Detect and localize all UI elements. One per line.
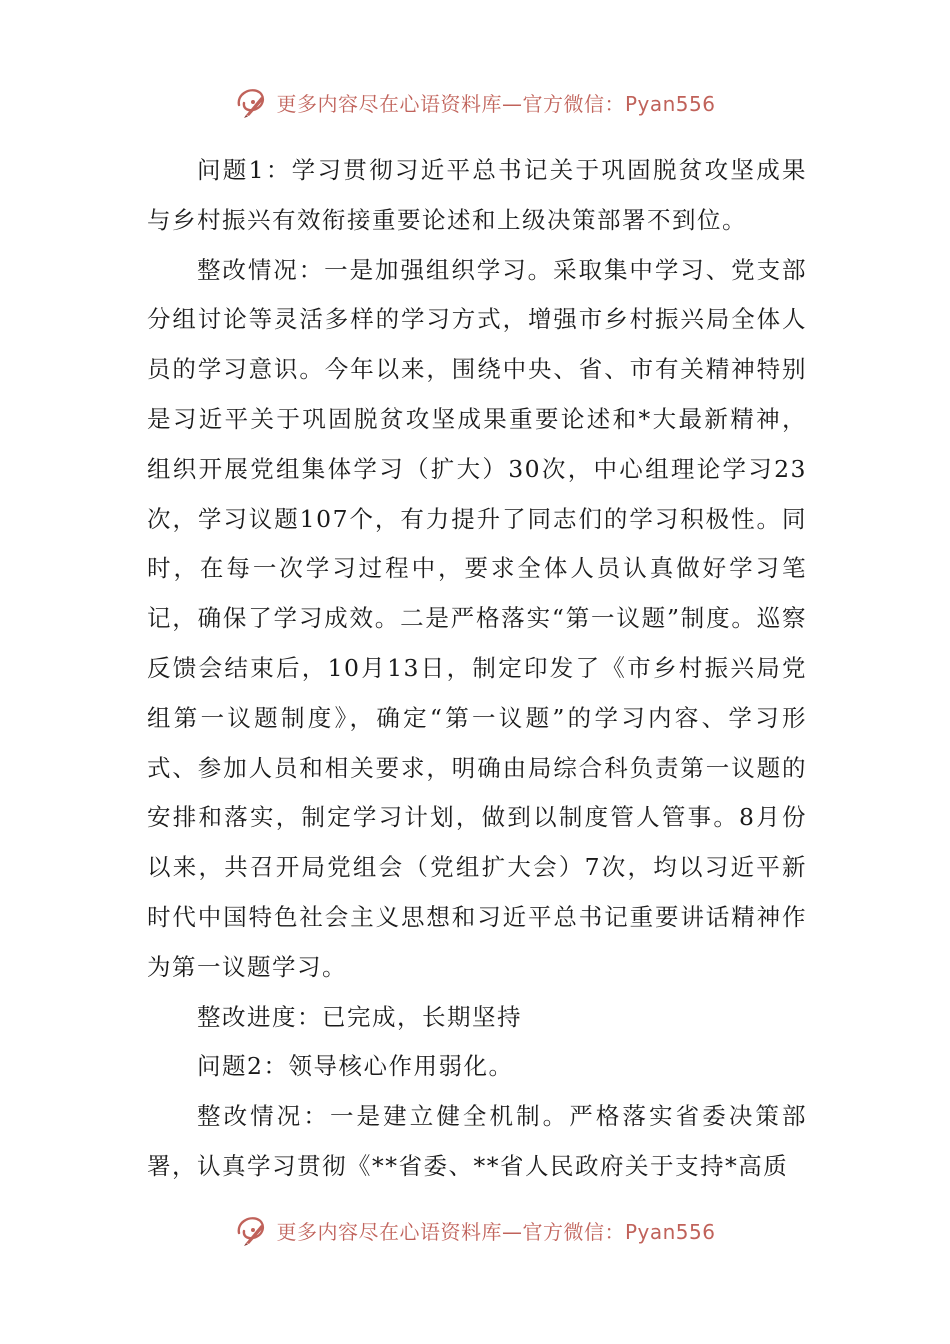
footer-banner xyxy=(0,1210,950,1250)
document-body xyxy=(147,146,807,1192)
header-banner-text: 更多内容尽在心语资料库—官方微信：Pyan556 xyxy=(276,91,716,116)
paragraph-problem-1: 问题1：学习贯彻习近平总书记关于巩固脱贫攻坚成果与乡村振兴有效衔接重要论述和上级决策部署不到位。 xyxy=(147,156,807,234)
paragraph-progress-1: 整改进度：已完成，长期坚持 xyxy=(197,1002,522,1031)
paragraph-problem-2: 问题2：领导核心作用弱化。 xyxy=(197,1052,514,1081)
pen-swirl-logo-icon xyxy=(234,1213,268,1247)
paragraph-rectification-1: 整改情况：一是加强组织学习。采取集中学习、党支部分组讨论等灵活多样的学习方式，增强市乡村振兴局全体人员的学习意识。今年以来，围绕中央、省、市有关精神特别是习近平关于巩固脱贫攻坚成果重要论述和*大最新精神，组织开展党组集体学习（扩大）30次，中心组理论学习23次，学习议题107个，有力提升了同志们的学习积极性。同时，在每一次学习过程中，要求全体人员认真做好学习笔记，确保了学习成效。二是严格落实“第一议题”制度。巡察反馈会结束后，10月13日，制定印发了《市乡村振兴局党组第一议题制度》，确定“第一议题”的学习内容、学习形式、参加人员和相关要求，明确由局综合科负责第一议题的安排和落实，制定学习计划，做到以制度管人管事。8月份以来，共召开局党组会（党组扩大会）7次，均以习近平新时代中国特色社会主义思想和习近平总书记重要讲话精神作为第一议题学习。 xyxy=(147,255,807,981)
paragraph-rectification-2: 整改情况：一是建立健全机制。严格落实省委决策部署，认真学习贯彻《**省委、**省人民政府关于支持*高质 xyxy=(147,1102,807,1180)
pen-swirl-logo-icon xyxy=(234,85,268,119)
header-banner xyxy=(0,82,950,122)
footer-banner-text: 更多内容尽在心语资料库—官方微信：Pyan556 xyxy=(276,1219,716,1244)
